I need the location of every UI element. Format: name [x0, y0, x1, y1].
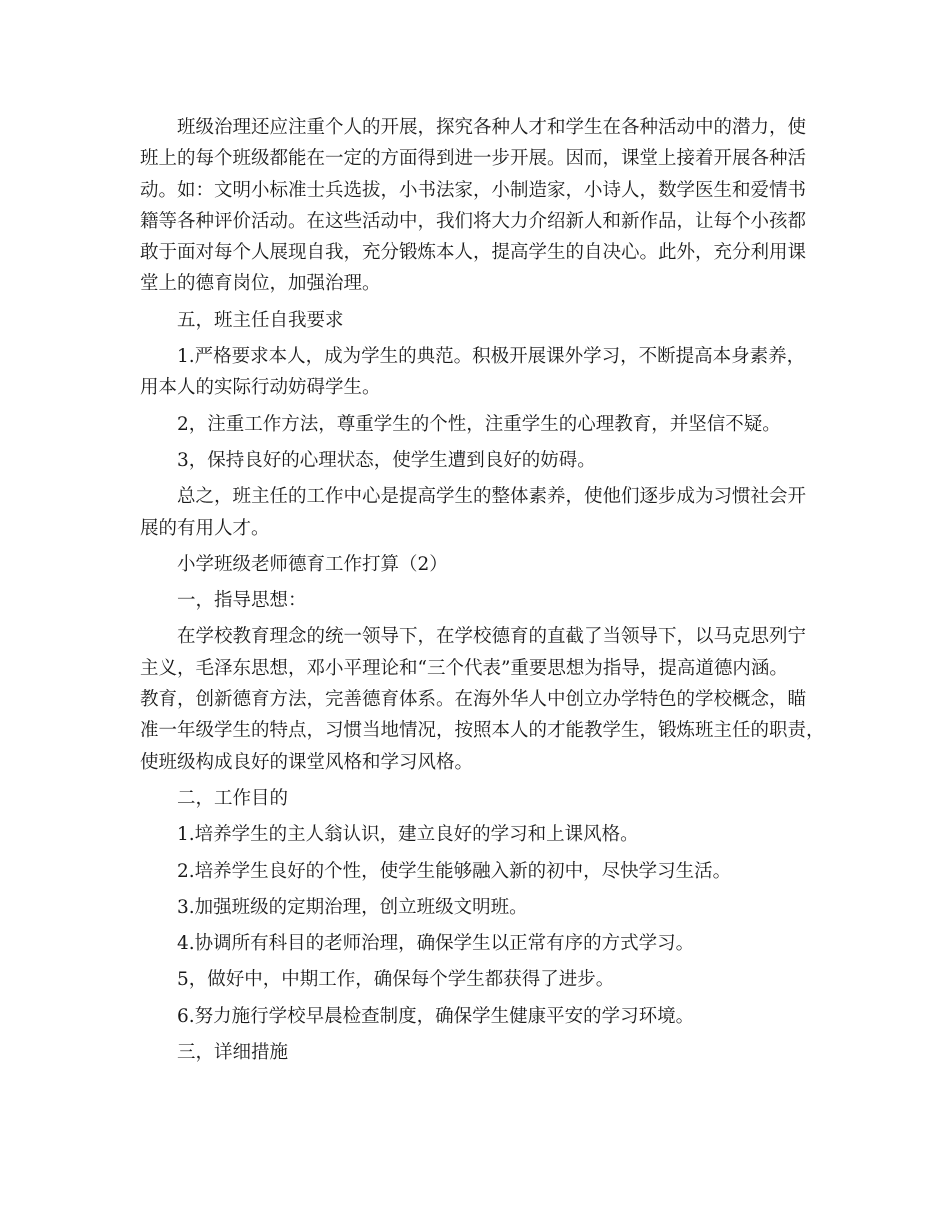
text-line: 6.努力施行学校早晨检查制度，确保学生健康平安的学习环境。 [177, 1005, 695, 1027]
text-line: 用本人的实际行动妨碍学生。 [140, 377, 381, 399]
list-item-requirement-1 [140, 341, 828, 404]
list-item-goal-3 [140, 892, 828, 923]
text-line: 3.加强班级的定期治理，创立班级文明班。 [177, 896, 528, 918]
paragraph-guiding-ideology [140, 621, 828, 777]
list-item-goal-4 [140, 928, 828, 959]
section-heading-5 [140, 305, 828, 336]
text-line: 展的有用人才。 [140, 517, 270, 539]
text-line: 5，做好中，中期工作，确保每个学生都获得了进步。 [177, 969, 615, 991]
text-line: 总之，班主任的工作中心是提高学生的整体素养，使他们逐步成为习惯社会开 [177, 486, 807, 508]
list-item-goal-5 [140, 964, 828, 995]
list-item-goal-1 [140, 819, 828, 850]
text-line: 教育，创新德育方法，完善德育体系。在海外华人中创立办学特色的学校概念，瞄 [140, 689, 807, 711]
list-item-goal-6 [140, 1001, 828, 1032]
text-line: 敢于面对每个人展现自我，充分锻炼本人，提高学生的自决心。此外，充分利用课 [140, 242, 807, 264]
text-line: 籍等各种评价活动。在这些活动中，我们将大力介绍新人和新作品，让每个小孩都 [140, 210, 807, 232]
text-line: 五，班主任自我要求 [177, 309, 344, 331]
text-line: 准一年级学生的特点，习惯当地情况，按照本人的才能教学生，锻炼班主任的职责， [140, 720, 825, 742]
text-line: 主义，毛泽东思想，邓小平理论和“三个代表”重要思想为指导，提高道德内涵。 [140, 657, 788, 679]
text-line: 使班级构成良好的课堂风格和学习风格。 [140, 751, 474, 773]
paragraph-summary [140, 481, 828, 544]
section-heading-3 [140, 1037, 828, 1068]
document-body [140, 112, 828, 1068]
paragraph-class-management [140, 112, 828, 300]
list-item-goal-2 [140, 856, 828, 887]
text-line: 动。如：文明小标准士兵选拔，小书法家，小制造家，小诗人，数学医生和爱情书 [140, 179, 807, 201]
list-item-requirement-2 [140, 409, 828, 440]
text-line: 班上的每个班级都能在一定的方面得到进一步开展。因而，课堂上接着开展各种活 [140, 148, 807, 170]
text-line: 3，保持良好的心理状态，使学生遭到良好的妨碍。 [177, 449, 596, 471]
text-line: 三，详细措施 [177, 1042, 289, 1064]
text-line: 在学校教育理念的统一领导下，在学校德育的直截了当领导下，以马克思列宁 [177, 626, 807, 648]
text-line: 1.严格要求本人，成为学生的典范。积极开展课外学习，不断提高本身素养， [177, 346, 806, 368]
text-line: 2，注重工作方法，尊重学生的个性，注重学生的心理教育，并坚信不疑。 [177, 413, 781, 435]
section-heading-1 [140, 585, 828, 616]
text-line: 堂上的德育岗位，加强治理。 [140, 273, 381, 295]
text-line: 4.协调所有科目的老师治理，确保学生以正常有序的方式学习。 [177, 933, 695, 955]
text-line: 二，工作目的 [177, 787, 289, 809]
document-subtitle [140, 549, 828, 580]
text-line: 一，指导思想： [177, 590, 307, 612]
text-line: 2.培养学生良好的个性，使学生能够融入新的初中，尽快学习生活。 [177, 860, 732, 882]
text-line: 班级治理还应注重个人的开展，探究各种人才和学生在各种活动中的潜力，使 [177, 117, 807, 138]
text-line: 小学班级老师德育工作打算（2） [177, 553, 448, 575]
list-item-requirement-3 [140, 445, 828, 476]
text-line: 1.培养学生的主人翁认识，建立良好的学习和上课风格。 [177, 824, 639, 846]
section-heading-2 [140, 783, 828, 814]
